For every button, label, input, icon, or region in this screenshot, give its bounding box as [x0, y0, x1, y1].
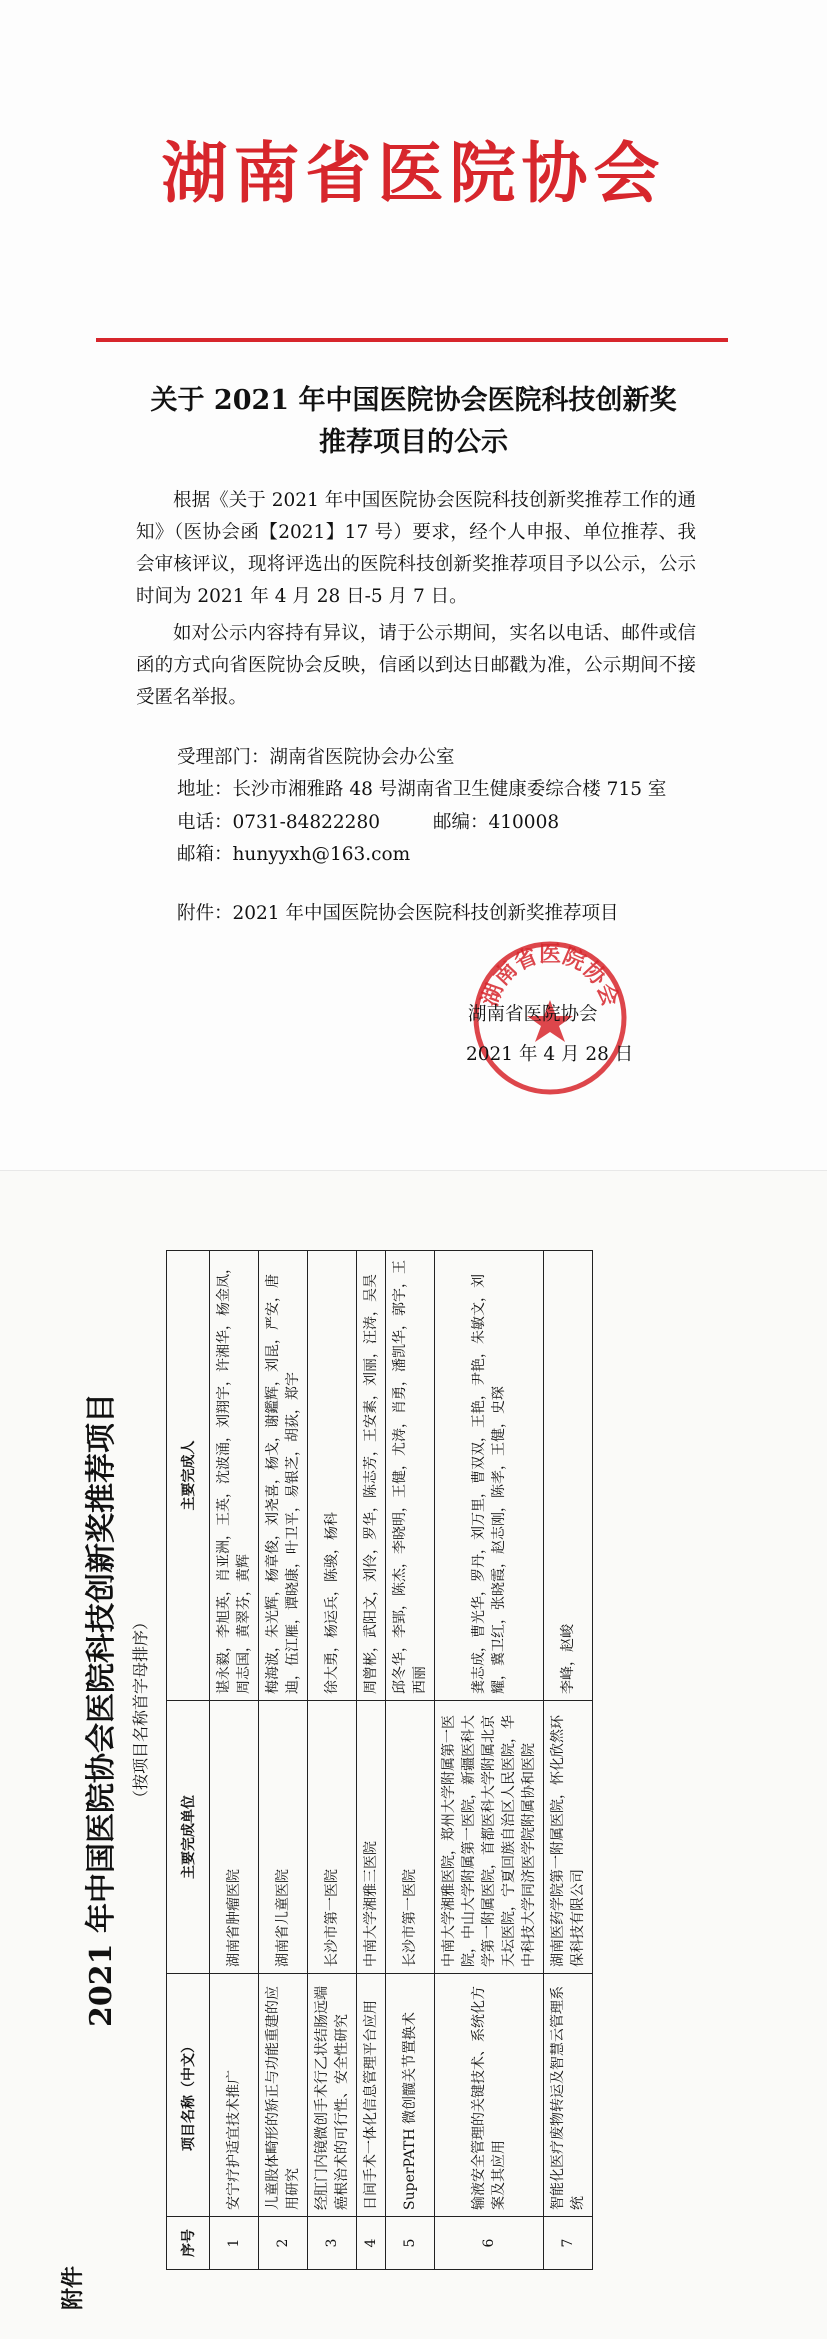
row-unit: 湖南医药学院第一附属医院，怀化欣然环保科技有限公司 — [544, 1701, 593, 1974]
notice-paragraph-1: 根据《关于 2021 年中国医院协会医院科技创新奖推荐工作的通知》（医协会函【2021】17 号）要求，经个人申报、单位推荐、我会审核评议，现将评选出的医院科技创新奖推荐项目予以公示，公示时间为 2021 年 4 月 28 日-5 月 7 日。 — [136, 490, 696, 607]
attachment-note: 附件：2021 年中国医院协会医院科技创新奖推荐项目 — [177, 903, 619, 924]
contact-email[interactable]: 邮箱：hunyyxh@163.com — [177, 844, 411, 865]
row-people: 龚志成，曹光华，罗丹，刘万里，曹双双，王艳，尹艳，朱敏文，刘耀，冀卫红，张晓霞，赵志刚，陈孝，王健，史琛 — [435, 1251, 544, 1701]
table-header-row — [167, 1251, 210, 2270]
attachment-rotated-content — [56, 1230, 716, 2310]
row-project-name: 儿童股体畸形的矫正与功能重建的应用研究 — [259, 1974, 308, 2217]
col-header-people: 主要完成人 — [167, 1251, 210, 1701]
table-row — [308, 1251, 357, 2270]
row-no: 2 — [259, 2217, 308, 2270]
contact-zip: 邮编：410008 — [433, 812, 560, 833]
row-no: 6 — [435, 2217, 544, 2270]
row-people: 李峰，赵峻 — [544, 1251, 593, 1701]
row-people: 谌永毅，李旭英，肖亚洲，王英，沈波涌，刘翔宇，许湘华，杨金凤，周志国，黄翠芬，黄辉 — [210, 1251, 259, 1701]
row-no: 3 — [308, 2217, 357, 2270]
col-header-unit: 主要完成单位 — [167, 1701, 210, 1974]
notice-title-line1: 关于 2021 年中国医院协会医院科技创新奖 — [150, 385, 677, 416]
notice-title-line2: 推荐项目的公示 — [319, 427, 508, 458]
row-unit: 中南大学湘雅三医院 — [357, 1701, 386, 1974]
contact-phone: 电话：0731-84822280 — [177, 812, 380, 833]
table-row — [386, 1251, 435, 2270]
row-project-name: 经肛门内镜微创手术行乙状结肠远端癌根治术的可行性、安全性研究 — [308, 1974, 357, 2217]
row-no: 5 — [386, 2217, 435, 2270]
table-row — [544, 1251, 593, 2270]
row-people: 梅海波，朱光辉，杨章俊，刘尧喜，杨戈，谢鑑辉，刘昆，严安，唐迪，伍江雁，谭晓康，叶卫平，易银芝，胡荻，郑宇 — [259, 1251, 308, 1701]
col-header-name: 项目名称（中文） — [167, 1974, 210, 2217]
row-unit: 湖南省儿童医院 — [259, 1701, 308, 1974]
projects-table — [166, 1250, 593, 2270]
row-unit: 长沙市第一医院 — [386, 1701, 435, 1974]
row-project-name: 输液安全管理的关键技术、系统化方案及其应用 — [435, 1974, 544, 2217]
col-header-no: 序号 — [167, 2217, 210, 2270]
row-no: 4 — [357, 2217, 386, 2270]
table-row — [357, 1251, 386, 2270]
row-people: 邱冬华，李郢，陈杰，李晓明，王健，尤涛，肖勇，潘凯华，郭宇，王西丽 — [386, 1251, 435, 1701]
row-project-name: 安宁疗护适宜技术推广 — [210, 1974, 259, 2217]
row-project-name: 智能化医疗废物转运及智慧云管理系统 — [544, 1974, 593, 2217]
contact-dept: 受理部门：湖南省医院协会办公室 — [177, 747, 455, 768]
contact-address: 地址：长沙市湘雅路 48 号湖南省卫生健康委综合楼 715 室 — [177, 779, 667, 800]
table-row — [210, 1251, 259, 2270]
table-row — [435, 1251, 544, 2270]
table-row — [259, 1251, 308, 2270]
row-unit: 中南大学湘雅医院，郑州大学附属第一医院，中山大学附属第一医院，新疆医科大学第一附属医院，首都医科大学附属北京天坛医院，宁夏回族自治区人民医院，华中科技大学同济医学院附属协和医院 — [435, 1701, 544, 1974]
row-people: 周曾彬，武阳文，刘伶，罗华，陈志芳，王安素，刘丽，汪涛，吴昊 — [357, 1251, 386, 1701]
row-project-name: SuperPATH 微创髋关节置换术 — [386, 1974, 435, 2217]
row-no: 1 — [210, 2217, 259, 2270]
attachment-subtitle: （按项目名称首字母排序） — [131, 1614, 150, 1807]
svg-text:湖南省医院协会: 湖南省医院协会 — [477, 942, 623, 1010]
signature-date: 2021 年 4 月 28 日 — [466, 1044, 634, 1065]
row-unit: 长沙市第一医院 — [308, 1701, 357, 1974]
letterhead-org-name: 湖南省医院协会 — [161, 135, 666, 212]
attachment-title: 2021 年中国医院协会医院科技创新奖推荐项目 — [84, 1393, 119, 2027]
row-project-name: 日间手术一体化信息管理平台应用 — [357, 1974, 386, 2217]
row-no: 7 — [544, 2217, 593, 2270]
attachment-label: 附件 — [61, 2265, 86, 2310]
letterhead-red-rule — [96, 338, 728, 342]
row-unit: 湖南省肿瘤医院 — [210, 1701, 259, 1974]
signature-org: 湖南省医院协会 — [468, 1004, 598, 1025]
notice-paragraph-2: 如对公示内容持有异议，请于公示期间，实名以电话、邮件或信函的方式向省医院协会反映，信函以到达日邮戳为准，公示期间不接受匿名举报。 — [136, 623, 696, 708]
row-people: 徐大勇，杨运兵，陈骏，杨科 — [308, 1251, 357, 1701]
